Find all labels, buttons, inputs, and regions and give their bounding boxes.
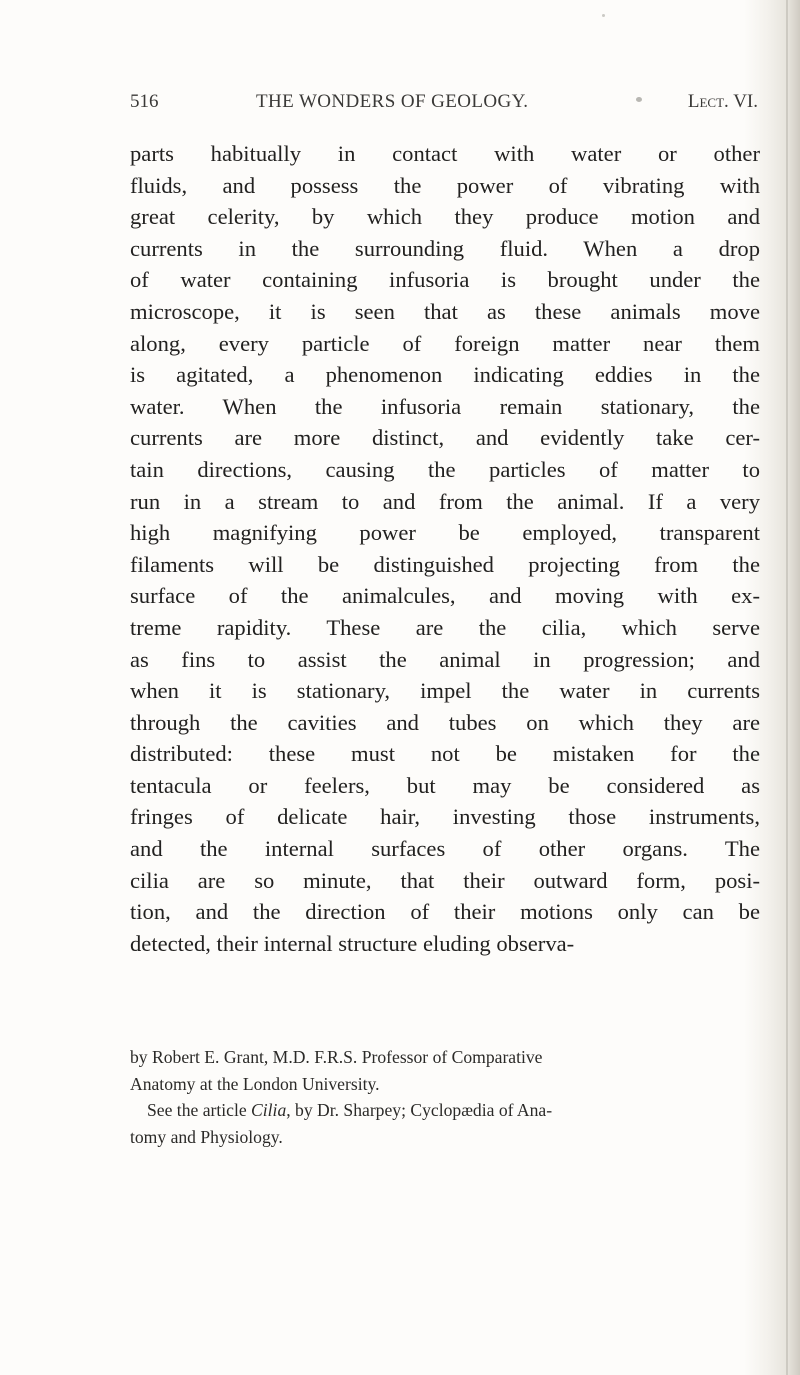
text-line: tain directions, causing the particles of matter to xyxy=(130,456,760,482)
text-line: along, every particle of foreign matter near them xyxy=(130,330,760,356)
text-line: filaments will be distinguished projecting from the xyxy=(130,551,760,577)
text-line: distributed: these must not be mistaken for the xyxy=(130,741,760,767)
text-line: fluids, and possess the power of vibrating with xyxy=(130,172,760,198)
text-line: water. When the infusoria remain stationary, the xyxy=(130,393,760,419)
text-line: detected, their internal structure eluding observa- xyxy=(130,930,575,956)
footnote-text: See the article xyxy=(147,1100,252,1120)
paper-speck xyxy=(602,14,605,17)
text-line: run in a stream to and from the animal. If a very xyxy=(130,488,760,514)
footnote-line: by Robert E. Grant, M.D. F.R.S. Professor of Comparative xyxy=(130,1047,543,1067)
text-line: parts habitually in contact with water or other xyxy=(130,141,760,166)
footnote-line xyxy=(130,1097,760,1124)
lecture-number: Lect. VI. xyxy=(687,91,758,112)
text-line: and the internal surfaces of other organs. The xyxy=(130,836,760,862)
body-text xyxy=(130,138,760,959)
footnote-line: Anatomy at the London University. xyxy=(130,1073,380,1094)
text-line: of water containing infusoria is brought under the xyxy=(130,267,760,293)
footnote-line: tomy and Physiology. xyxy=(130,1126,283,1147)
text-line: high magnifying power be employed, transparent xyxy=(130,520,760,546)
text-line: as fins to assist the animal in progression; and xyxy=(130,646,760,672)
book-title: THE WONDERS OF GEOLOGY. xyxy=(256,91,529,112)
text-line: currents are more distinct, and evidently take cer- xyxy=(130,425,760,451)
text-line: microscope, it is seen that as these animals move xyxy=(130,298,760,324)
text-line: tion, and the direction of their motions only can be xyxy=(130,899,760,925)
text-line: tentacula or feelers, but may be considered as xyxy=(130,772,760,798)
text-line: treme rapidity. These are the cilia, which serve xyxy=(130,614,760,640)
text-line: when it is stationary, impel the water in currents xyxy=(130,678,760,704)
text-line: fringes of delicate hair, investing those instruments, xyxy=(130,804,760,830)
running-head xyxy=(130,91,760,117)
footnotes xyxy=(130,1044,760,1150)
text-line: is agitated, a phenomenon indicating eddies in the xyxy=(130,362,760,388)
text-line: currents in the surrounding fluid. When a drop xyxy=(130,235,760,261)
text-line: surface of the animalcules, and moving with ex- xyxy=(130,583,760,609)
footnote-article-title: Cilia xyxy=(251,1100,287,1120)
text-line: cilia are so minute, that their outward form, posi- xyxy=(130,867,760,893)
page-number: 516 xyxy=(130,91,159,112)
text-line: through the cavities and tubes on which they are xyxy=(130,709,760,735)
page-edge-shadow xyxy=(786,0,788,1375)
footnote-text: , by Dr. Sharpey; Cyclopædia of Ana- xyxy=(286,1100,553,1120)
text-line: great celerity, by which they produce motion and xyxy=(130,204,760,230)
